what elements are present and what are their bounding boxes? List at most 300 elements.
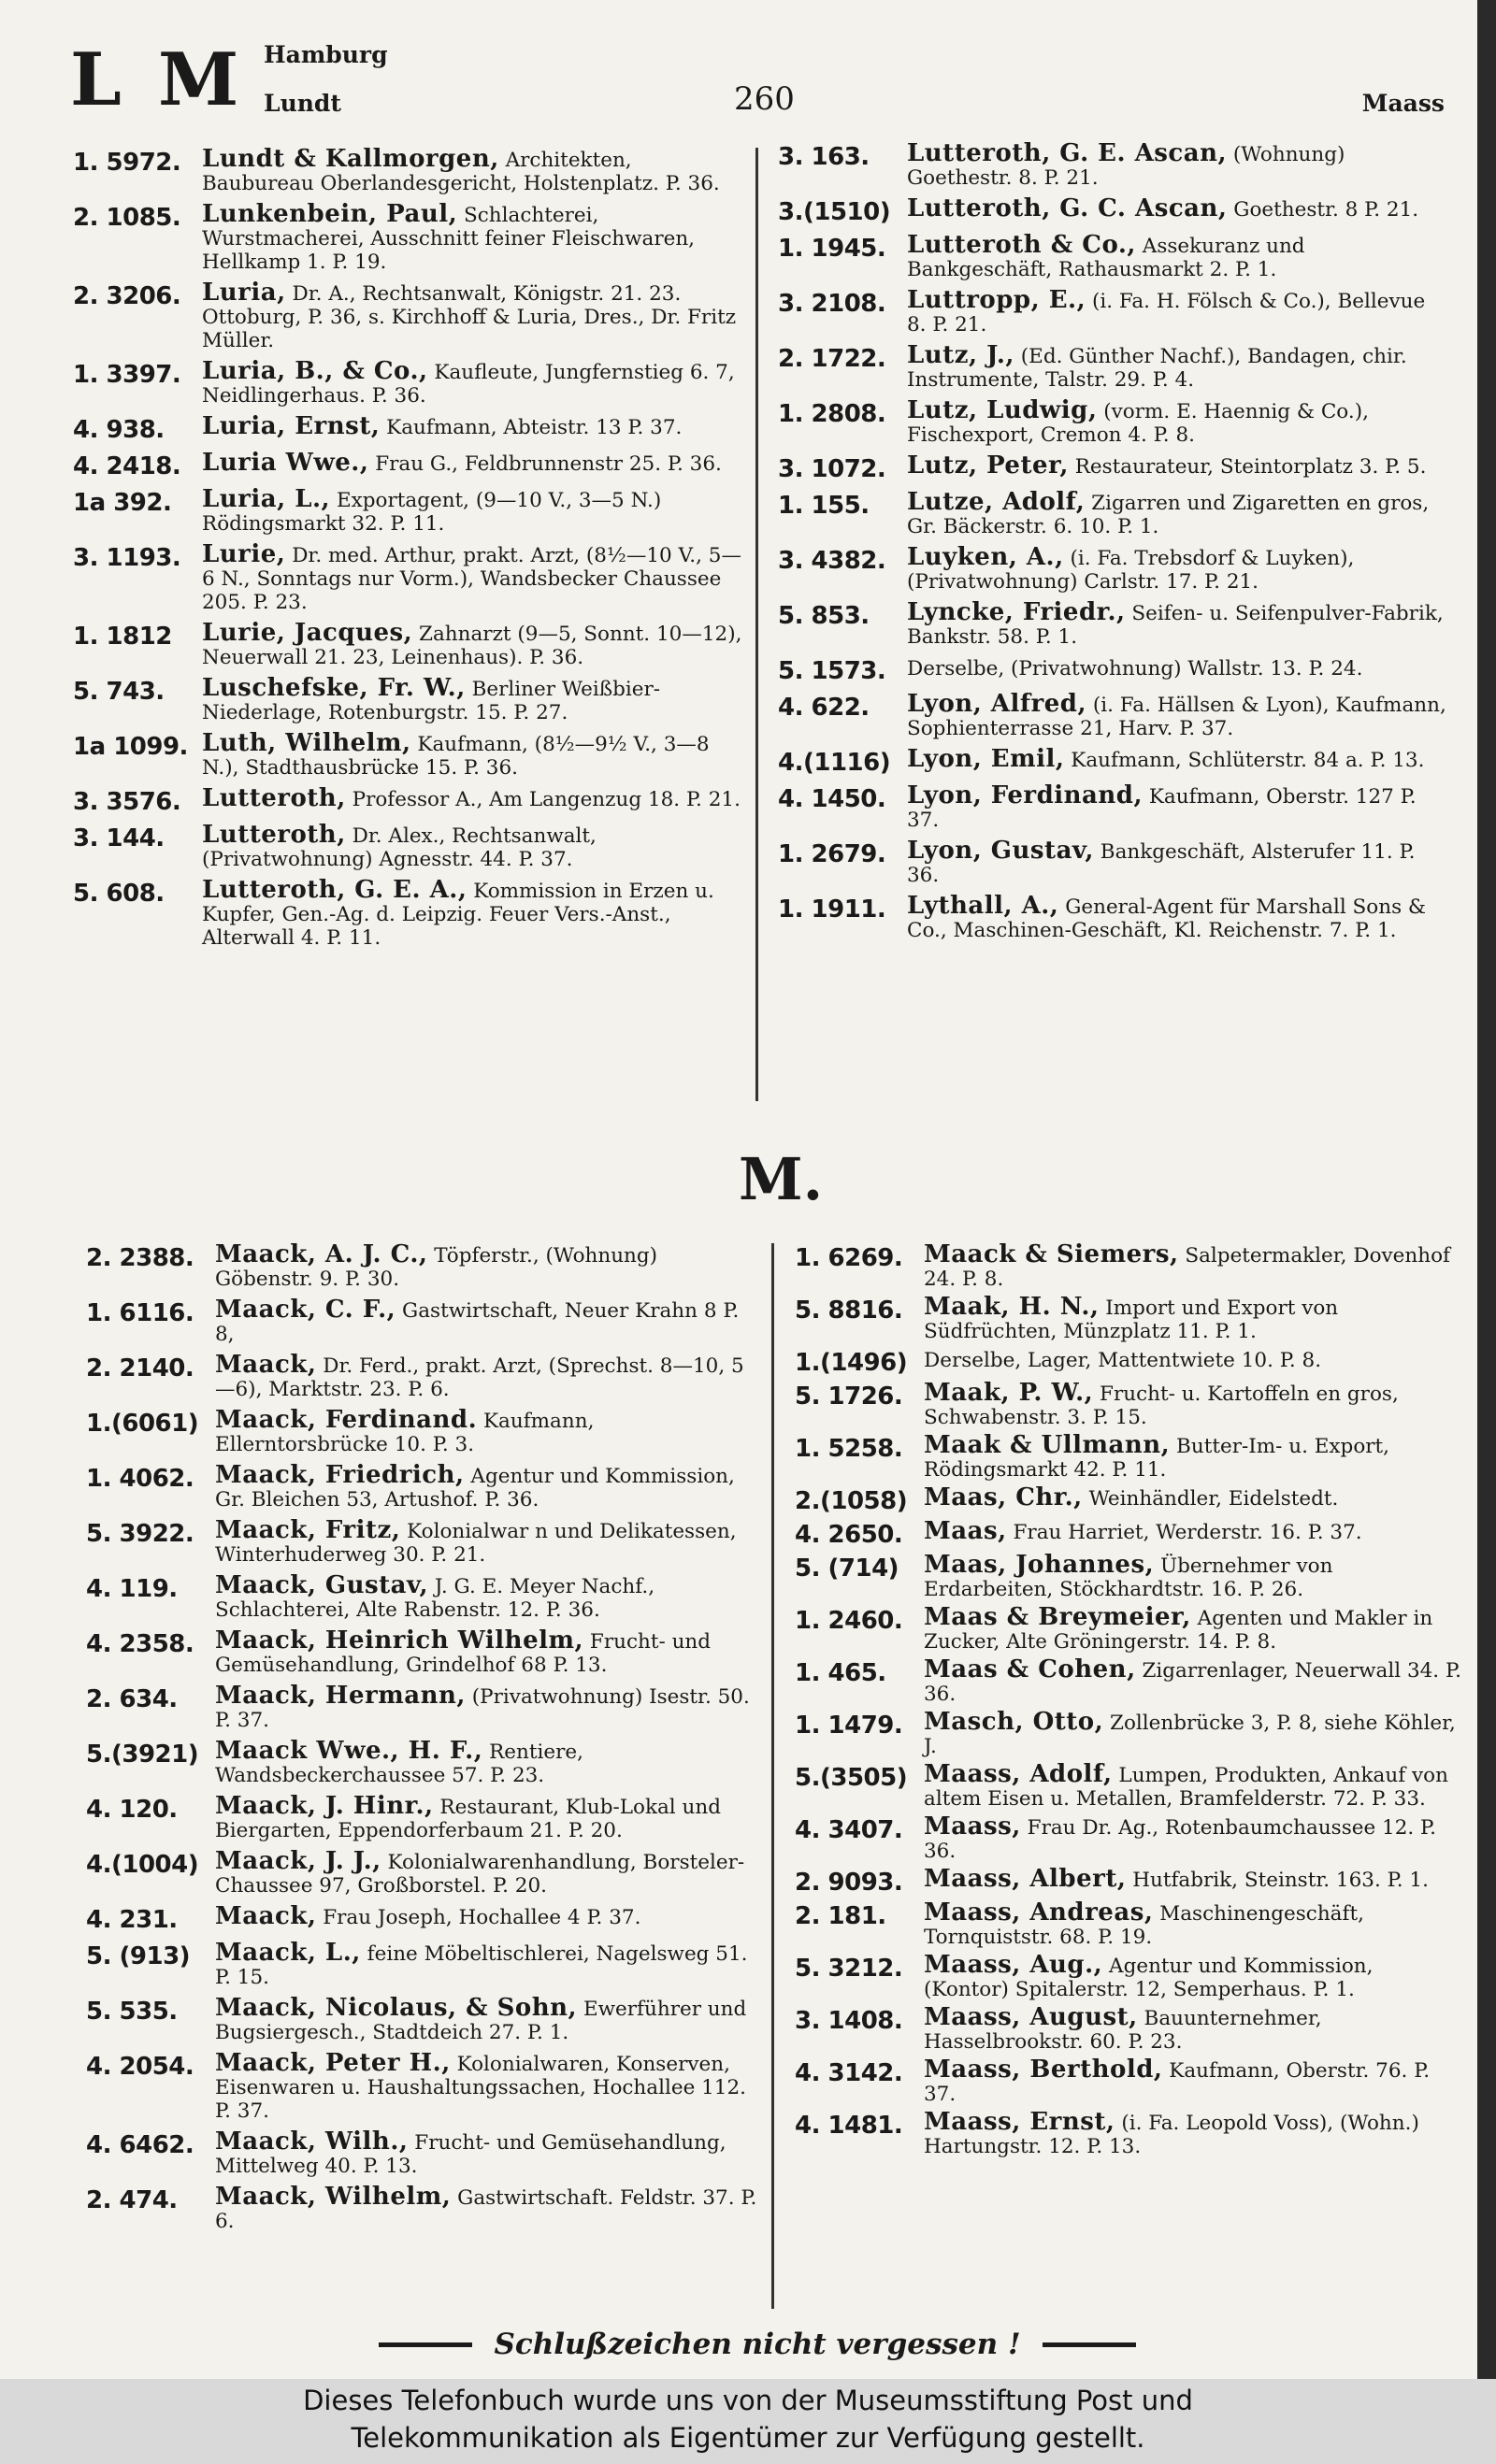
- entry-name: Luria,: [202, 279, 286, 307]
- entry-text: [215, 1847, 759, 1898]
- page-header: [70, 37, 1445, 131]
- phone-number: 2. 2140.: [86, 1354, 194, 1382]
- entry-details: Kommission in Erzen u. Kupfer, Gen.-Ag. d. Leipzig. Feuer Vers.-Anst., Alterwall 4. P. 11.: [202, 880, 714, 950]
- phone-number: 1.(1496): [795, 1349, 908, 1377]
- directory-entry: [86, 1847, 759, 1898]
- entries-column-top-right: [778, 139, 1446, 950]
- directory-entry: [795, 1379, 1463, 1429]
- directory-entry: [795, 1898, 1463, 1949]
- phone-number: 3. 1193.: [73, 544, 181, 572]
- phone-number: 1. 1479.: [795, 1712, 903, 1740]
- directory-entry: [86, 1516, 759, 1567]
- entry-details: Kaufmann, Ellerntorsbrücke 10. P. 3.: [215, 1410, 595, 1456]
- entry-details: Restaurateur, Steintorplatz 3. P. 5.: [1068, 455, 1427, 479]
- phone-number: 4. 938.: [73, 416, 165, 444]
- entry-details: Weinhändler, Eidelstedt.: [1082, 1487, 1339, 1511]
- entry-details: Frau G., Feldbrunnenstr 25. P. 36.: [368, 452, 722, 476]
- entry-name: Maack, Hermann,: [215, 1682, 466, 1710]
- directory-entry: [86, 1461, 759, 1511]
- entries-column-top-left: [73, 145, 746, 957]
- directory-entry: [86, 1571, 759, 1622]
- phone-number: 5. 853.: [778, 602, 870, 630]
- directory-entry: [778, 690, 1446, 740]
- entry-name: Lyon, Gustav,: [907, 837, 1094, 865]
- directory-entry: [86, 2127, 759, 2178]
- directory-entry: [778, 194, 1446, 226]
- entry-name: Maack, J. J.,: [215, 1847, 381, 1875]
- phone-number: 4. 1481.: [795, 2112, 903, 2140]
- column-divider-bottom: [771, 1243, 774, 2309]
- phone-number: 2.(1058): [795, 1487, 908, 1515]
- phone-number: 3. 2108.: [778, 290, 886, 318]
- page-number: 260: [734, 80, 795, 118]
- entry-text: [215, 1994, 759, 2044]
- phone-number: 4. 6462.: [86, 2131, 194, 2159]
- directory-entry: [795, 1812, 1463, 1863]
- phone-number: 2. 9093.: [795, 1869, 903, 1897]
- entry-name: Lyon, Alfred,: [907, 690, 1087, 718]
- phone-number: 4. 231.: [86, 1906, 178, 1934]
- entry-name: Maas & Cohen,: [924, 1655, 1136, 1683]
- entry-name: Maack & Siemers,: [924, 1240, 1179, 1268]
- entry-details: Berliner Weißbier-Niederlage, Rotenburgstr. 15. P. 27.: [202, 678, 661, 724]
- directory-entry: [73, 485, 746, 536]
- entry-text: [924, 1379, 1463, 1429]
- directory-entry: [778, 396, 1446, 447]
- entry-name: Maack, L.,: [215, 1939, 361, 1967]
- phone-number: 5. 743.: [73, 678, 165, 706]
- phone-number: 4. 3142.: [795, 2059, 903, 2087]
- ownership-note-line-1: Dieses Telefonbuch wurde uns von der Museumsstiftung Post und: [303, 2385, 1193, 2416]
- directory-entry: [778, 745, 1446, 777]
- entry-details: Kaufmann, Oberstr. 127 P. 37.: [907, 785, 1417, 832]
- directory-entry: [73, 281, 746, 352]
- entry-text: [215, 1516, 759, 1567]
- entry-name: Lutteroth, G. C. Ascan,: [907, 194, 1228, 222]
- entry-name: Maak & Ullmann,: [924, 1431, 1171, 1459]
- directory-entry: [795, 1293, 1463, 1343]
- phone-number: 4. 2650.: [795, 1521, 903, 1549]
- entry-name: Lyon, Emil,: [907, 745, 1065, 773]
- entry-name: Luschefske, Fr. W.,: [202, 674, 466, 702]
- phone-number: 1. 5972.: [73, 149, 181, 177]
- entry-name: Maas, Chr.,: [924, 1483, 1083, 1511]
- entry-text: [924, 1483, 1463, 1511]
- phone-number: 5. 535.: [86, 1998, 178, 2026]
- directory-entry: [86, 1240, 759, 1291]
- directory-entry: [795, 1951, 1463, 2001]
- entry-details: Gastwirtschaft. Feldstr. 37. P. 6.: [215, 2186, 757, 2233]
- phone-number: 5. 3922.: [86, 1520, 194, 1548]
- entry-text: [202, 412, 746, 440]
- directory-entry: [86, 2185, 759, 2233]
- directory-entry: [795, 1760, 1463, 1811]
- entry-text: [215, 1792, 759, 1842]
- range-start-word: Hamburg: [264, 41, 388, 68]
- entry-name: Maas, Johannes,: [924, 1551, 1155, 1579]
- entry-text: [924, 1293, 1463, 1343]
- directory-entry: [73, 357, 746, 408]
- directory-entry: [795, 1603, 1463, 1654]
- directory-entry: [86, 1298, 759, 1346]
- phone-number: 2. 1085.: [73, 204, 181, 232]
- directory-entry: [86, 1406, 759, 1456]
- entry-name: Maass, Albert,: [924, 1865, 1127, 1893]
- entry-details: Rentiere, Wandsbeckerchaussee 57. P. 23.: [215, 1741, 583, 1787]
- entry-name: Maack,: [215, 1351, 317, 1379]
- entry-name: Lutz, J.,: [907, 341, 1014, 369]
- directory-entry: [778, 231, 1446, 281]
- directory-entry: [778, 341, 1446, 392]
- entry-details: Kaufmann, (8½—9½ V., 3—8 N.), Stadthausbrücke 15. P. 36.: [202, 733, 710, 780]
- entry-details: Kaufleute, Jungfernstieg 6. 7, Neidlingerhaus. P. 36.: [202, 361, 735, 408]
- entry-details: (i. Fa. H. Fölsch & Co.), Bellevue 8. P. 21.: [907, 290, 1426, 337]
- directory-entry: [73, 200, 746, 274]
- directory-entry: [73, 145, 746, 195]
- phone-number: 1a 1099.: [73, 733, 188, 761]
- directory-entry: [73, 821, 746, 871]
- directory-entry: [778, 286, 1446, 337]
- entry-text: [215, 2127, 759, 2178]
- phone-number: 4. 622.: [778, 694, 870, 722]
- directory-entry: [86, 2049, 759, 2123]
- phone-number: 1. 2460.: [795, 1607, 903, 1635]
- entry-text: [924, 1898, 1463, 1949]
- entry-name: Maass, Ernst,: [924, 2108, 1115, 2136]
- entry-name: Maack, C. F.,: [215, 1296, 396, 1324]
- directory-entry: [86, 1902, 759, 1934]
- entry-details: Ewerführer und Bugsiergesch., Stadtdeich 27. P. 1.: [215, 1998, 747, 2044]
- phone-number: 1. 155.: [778, 492, 870, 520]
- phone-number: 5. 8816.: [795, 1296, 903, 1325]
- entry-details: Kolonialwaren, Konserven, Eisenwaren u. Haushaltungssachen, Hochallee 112. P. 37.: [215, 2053, 746, 2123]
- entry-name: Maack, Wilh.,: [215, 2127, 409, 2156]
- entry-text: [924, 1655, 1463, 1706]
- phone-number: 4. 119.: [86, 1575, 178, 1603]
- phone-number: 1a 392.: [73, 489, 172, 517]
- entry-name: Maass, Aug.,: [924, 1951, 1103, 1979]
- phone-number: 3. 1408.: [795, 2007, 903, 2035]
- entry-name: Lundt & Kallmorgen,: [202, 145, 499, 173]
- page-footer: [337, 2328, 1178, 2361]
- entry-text: [202, 876, 746, 950]
- entry-text: [202, 821, 746, 871]
- directory-entry: [778, 543, 1446, 594]
- phone-number: 2. 181.: [795, 1902, 886, 1930]
- entry-text: [924, 2058, 1463, 2106]
- entry-name: Maack, Friedrich,: [215, 1461, 465, 1489]
- entry-text: [202, 357, 746, 408]
- entry-name: Lythall, A.,: [907, 892, 1059, 920]
- directory-entry: [795, 1240, 1463, 1291]
- phone-number: 1. 465.: [795, 1659, 886, 1687]
- directory-entry: [778, 451, 1446, 483]
- entry-name: Maack, Gustav,: [215, 1571, 429, 1599]
- phone-number: 3. 1072.: [778, 455, 886, 483]
- entry-name: Maass, Andreas,: [924, 1898, 1154, 1927]
- directory-entry: [795, 1431, 1463, 1482]
- entry-name: Lutteroth & Co.,: [907, 231, 1136, 259]
- phone-number: 4.(1004): [86, 1851, 199, 1879]
- phone-number: 4. 120.: [86, 1796, 178, 1824]
- entry-name: Luria, B., & Co.,: [202, 357, 428, 385]
- phone-number: 3. 3576.: [73, 788, 181, 816]
- phone-number: 5. 1726.: [795, 1382, 903, 1411]
- entry-details: Butter-Im- u. Export, Rödingsmarkt 42. P. 11.: [924, 1435, 1390, 1482]
- entry-name: Maack, Nicolaus, & Sohn,: [215, 1994, 578, 2022]
- ownership-note: [0, 2379, 1496, 2464]
- phone-number: 5.(3505): [795, 1764, 908, 1792]
- entry-text: [924, 1760, 1463, 1811]
- entry-name: Maass, Adolf,: [924, 1760, 1113, 1788]
- entry-details: J. G. E. Meyer Nachf., Schlachterei, Alte Rabenstr. 12. P. 36.: [215, 1575, 655, 1622]
- entry-text: [907, 341, 1446, 392]
- directory-entry: [795, 1655, 1463, 1706]
- entry-name: Lunkenbein, Paul,: [202, 200, 458, 228]
- entry-details: (vorm. E. Haennig & Co.), Fischexport, Cremon 4. P. 8.: [907, 400, 1369, 447]
- entry-text: [215, 1298, 759, 1346]
- phone-number: 4.(1116): [778, 749, 891, 777]
- entry-name: Lyncke, Friedr.,: [907, 598, 1126, 626]
- entry-text: [907, 139, 1446, 190]
- entry-details: Kolonialwar n und Delikatessen, Winterhuderweg 30. P. 21.: [215, 1520, 737, 1567]
- entry-details: Zollenbrücke 3, P. 8, siehe Köhler, J.: [924, 1712, 1456, 1758]
- directory-entry: [86, 1792, 759, 1842]
- phone-number: 2. 2388.: [86, 1244, 194, 1272]
- entry-text: [924, 1865, 1463, 1893]
- entry-name: Lyon, Ferdinand,: [907, 781, 1144, 809]
- directory-entry: [778, 139, 1446, 190]
- entry-text: [907, 656, 1446, 680]
- footer-text: Schlußzeichen nicht vergessen !: [494, 2328, 1021, 2361]
- entry-name: Luttropp, E.,: [907, 286, 1086, 314]
- entry-name: Maack, Ferdinand.: [215, 1406, 478, 1434]
- entry-name: Maack, J. Hinr.,: [215, 1792, 434, 1820]
- entry-details: Architekten, Baubureau Oberlandesgericht, Holstenplatz. P. 36.: [202, 149, 720, 195]
- directory-entry: [778, 839, 1446, 887]
- entry-text: [215, 1351, 759, 1401]
- entry-text: [924, 1708, 1463, 1758]
- directory-entry: [795, 1517, 1463, 1549]
- entry-text: [924, 1551, 1463, 1601]
- entry-details: Agenten und Makler in Zucker, Alte Gröningerstr. 14. P. 8.: [924, 1607, 1433, 1654]
- phone-number: 1. 2679.: [778, 840, 886, 868]
- entry-name: Maack,: [215, 1902, 317, 1930]
- entry-details: Frau Harriet, Werderstr. 16. P. 37.: [1006, 1521, 1362, 1544]
- directory-entry: [73, 876, 746, 950]
- entry-details: Import und Export von Südfrüchten, Münzplatz 11. P. 1.: [924, 1296, 1339, 1343]
- entry-name: Masch, Otto,: [924, 1708, 1104, 1736]
- entry-text: [924, 1603, 1463, 1654]
- phone-number: 1. 2808.: [778, 400, 886, 428]
- footer-dash-left: [379, 2342, 472, 2347]
- entry-text: [202, 451, 746, 476]
- entry-details: General-Agent für Marshall Sons & Co., Maschinen-Geschäft, Kl. Reichenstr. 7. P. 1.: [907, 895, 1427, 942]
- entry-text: [924, 1517, 1463, 1545]
- directory-entry: [778, 598, 1446, 649]
- entry-name: Maass,: [924, 1812, 1021, 1841]
- entry-text: [215, 1902, 759, 1930]
- entry-details: Seifen- u. Seifenpulver-Fabrik, Bankstr. 58. P. 1.: [907, 602, 1444, 649]
- entry-text: [924, 2003, 1463, 2054]
- directory-entry: [86, 1737, 759, 1787]
- entry-name: Maas,: [924, 1517, 1007, 1545]
- entry-name: Maass, Berthold,: [924, 2056, 1163, 2084]
- section-letters: L M: [70, 37, 245, 122]
- phone-number: 2. 474.: [86, 2186, 178, 2214]
- entry-details: Schlachterei, Wurstmacherei, Ausschnitt feiner Fleischwaren, Hellkamp 1. P. 19.: [202, 204, 696, 274]
- entry-details: Kaufmann, Schlüterstr. 84 a. P. 13.: [1064, 749, 1425, 772]
- directory-entry: [795, 1348, 1463, 1377]
- entry-text: [907, 892, 1446, 942]
- directory-entry: [778, 488, 1446, 538]
- entry-text: [202, 729, 746, 780]
- directory-entry: [73, 674, 746, 724]
- entry-text: [924, 2108, 1463, 2158]
- entry-text: [215, 1240, 759, 1291]
- entry-name: Lutteroth, G. E. A.,: [202, 876, 468, 904]
- entry-name: Luria, Ernst,: [202, 412, 381, 440]
- phone-number: 4. 3407.: [795, 1816, 903, 1844]
- phone-number: 2. 634.: [86, 1685, 178, 1713]
- directory-entry: [86, 1941, 759, 1989]
- entry-details: Zigarrenlager, Neuerwall 34. P. 36.: [924, 1659, 1461, 1706]
- entry-text: [907, 231, 1446, 281]
- phone-number: 4. 2054.: [86, 2053, 194, 2081]
- entry-details: Salpetermakler, Dovenhof 24. P. 8.: [924, 1244, 1450, 1291]
- entry-name: Lurie, Jacques,: [202, 619, 413, 647]
- phone-number: 1. 5258.: [795, 1435, 903, 1463]
- entry-details: (Wohnung) Goethestr. 8. P. 21.: [907, 143, 1345, 190]
- entry-text: [215, 2049, 759, 2123]
- entry-text: [202, 674, 746, 724]
- directory-entry: [795, 1551, 1463, 1601]
- entry-text: [907, 286, 1446, 337]
- phone-number: 1. 6269.: [795, 1244, 903, 1272]
- entry-details: Assekuranz und Bankgeschäft, Rathausmarkt 2. P. 1.: [907, 235, 1305, 281]
- entry-text: [215, 1737, 759, 1787]
- entry-text: [907, 396, 1446, 447]
- entry-text: [202, 485, 746, 536]
- entry-name: Lutteroth,: [202, 821, 346, 849]
- phone-number: 3. 163.: [778, 143, 870, 171]
- entry-text: [215, 1571, 759, 1622]
- section-heading: M.: [739, 1145, 824, 1213]
- directory-entry: [73, 412, 746, 444]
- phone-number: 1. 1812: [73, 623, 172, 651]
- entry-details: Bauunternehmer, Hasselbrookstr. 60. P. 23.: [924, 2007, 1322, 2054]
- directory-entry: [73, 540, 746, 614]
- entries-column-bottom-left: [86, 1240, 759, 2241]
- entry-details: Frucht- u. Kartoffeln en gros, Schwabenstr. 3. P. 15.: [924, 1382, 1399, 1429]
- entry-details: (Privatwohnung) Isestr. 50. P. 37.: [215, 1685, 750, 1732]
- column-divider-top: [755, 148, 758, 1101]
- entry-text: [907, 451, 1446, 480]
- directory-entry: [73, 784, 746, 816]
- entry-details: Übernehmer von Erdarbeiten, Stöckhardtstr. 16. P. 26.: [924, 1554, 1333, 1601]
- entry-details: Derselbe, (Privatwohnung) Wallstr. 13. P. 24.: [907, 657, 1363, 680]
- entry-text: [215, 2185, 759, 2233]
- entry-details: Zigarren und Zigaretten en gros, Gr. Bäckerstr. 6. 10. P. 1.: [907, 492, 1430, 538]
- entry-text: [907, 781, 1446, 832]
- entry-text: [202, 784, 746, 812]
- directory-entry: [795, 2108, 1463, 2158]
- entry-name: Lutze, Adolf,: [907, 488, 1086, 516]
- entry-name: Maas & Breymeier,: [924, 1603, 1191, 1631]
- directory-entry: [86, 1626, 759, 1677]
- entry-text: [215, 1626, 759, 1677]
- entry-details: Restaurant, Klub-Lokal und Biergarten, Eppendorferbaum 21. P. 20.: [215, 1796, 721, 1842]
- entry-text: [924, 1348, 1463, 1372]
- entry-text: [907, 543, 1446, 594]
- range-end-word: Lundt: [264, 90, 341, 117]
- phone-number: 4. 2418.: [73, 452, 181, 480]
- entry-details: Professor A., Am Langenzug 18. P. 21.: [345, 788, 741, 811]
- entry-name: Maack, Heinrich Wilhelm,: [215, 1626, 584, 1655]
- phone-number: 1. 6116.: [86, 1299, 194, 1327]
- entry-text: [924, 1951, 1463, 2001]
- entry-name: Lutteroth, G. E. Ascan,: [907, 139, 1228, 167]
- directory-entry: [778, 892, 1446, 942]
- phone-number: 5. 1573.: [778, 657, 886, 685]
- entry-text: [202, 281, 746, 352]
- entry-name: Lurie,: [202, 540, 286, 568]
- phone-number: 3. 4382.: [778, 547, 886, 575]
- phone-number: 5. 3212.: [795, 1955, 903, 1983]
- phone-number: 4. 2358.: [86, 1630, 194, 1658]
- entry-name: Luth, Wilhelm,: [202, 729, 411, 757]
- entry-details: Kaufmann, Oberstr. 76. P. 37.: [924, 2059, 1431, 2106]
- phone-number: 1. 4062.: [86, 1465, 194, 1493]
- entry-text: [907, 194, 1446, 222]
- entry-text: [202, 619, 746, 669]
- phone-number: 5.(3921): [86, 1741, 199, 1769]
- entry-details: Kolonialwarenhandlung, Borsteler-Chaussee 97, Großborstel. P. 20.: [215, 1851, 745, 1898]
- entry-name: Maass, August,: [924, 2003, 1138, 2031]
- entry-details: Gastwirtschaft, Neuer Krahn 8 P. 8,: [215, 1299, 740, 1346]
- phone-number: 1.(6061): [86, 1410, 199, 1438]
- entry-name: Lutz, Ludwig,: [907, 396, 1098, 424]
- phone-number: 1. 1945.: [778, 235, 886, 263]
- entry-text: [215, 1461, 759, 1511]
- entry-name: Luria Wwe.,: [202, 449, 369, 477]
- entry-details: (i. Fa. Leopold Voss), (Wohn.) Hartungstr. 12. P. 13.: [924, 2112, 1419, 2158]
- phone-number: 5. (714): [795, 1554, 899, 1583]
- entry-text: [924, 1431, 1463, 1482]
- entry-text: [215, 1941, 759, 1989]
- right-guide-word: Maass: [1361, 90, 1445, 117]
- directory-entry: [795, 1865, 1463, 1897]
- entry-details: Zahnarzt (9—5, Sonnt. 10—12), Neuerwall 21. 23, Leinenhaus). P. 36.: [202, 623, 742, 669]
- entry-details: (i. Fa. Hällsen & Lyon), Kaufmann, Sophienterrasse 21, Harv. P. 37.: [907, 694, 1446, 740]
- entry-name: Maak, H. N.,: [924, 1293, 1100, 1321]
- footer-dash-right: [1043, 2342, 1136, 2347]
- entry-name: Maak, P. W.,: [924, 1379, 1094, 1407]
- directory-entry: [73, 451, 746, 480]
- entry-name: Maack Wwe., H. F.,: [215, 1737, 483, 1765]
- phone-number: 5. (913): [86, 1942, 191, 1970]
- entry-details: Exportagent, (9—10 V., 3—5 N.) Rödingsmarkt 32. P. 11.: [202, 489, 662, 536]
- entry-details: Lumpen, Produkten, Ankauf von altem Eisen u. Metallen, Bramfelderstr. 72. P. 33.: [924, 1764, 1448, 1811]
- entry-details: (Ed. Günther Nachf.), Bandagen, chir. Instrumente, Talstr. 29. P. 4.: [907, 345, 1407, 392]
- phone-number: 4. 1450.: [778, 785, 886, 813]
- directory-entry: [795, 1708, 1463, 1758]
- entry-text: [907, 598, 1446, 649]
- directory-entry: [86, 1351, 759, 1401]
- entry-details: Frau Dr. Ag., Rotenbaumchaussee 12. P. 36.: [924, 1816, 1436, 1863]
- entry-name: Maack, Peter H.,: [215, 2049, 451, 2077]
- entry-details: Dr. med. Arthur, prakt. Arzt, (8½—10 V., 5—6 N., Sonntags nur Vorm.), Wandsbecker Chaussee 205. P. 23.: [202, 544, 741, 614]
